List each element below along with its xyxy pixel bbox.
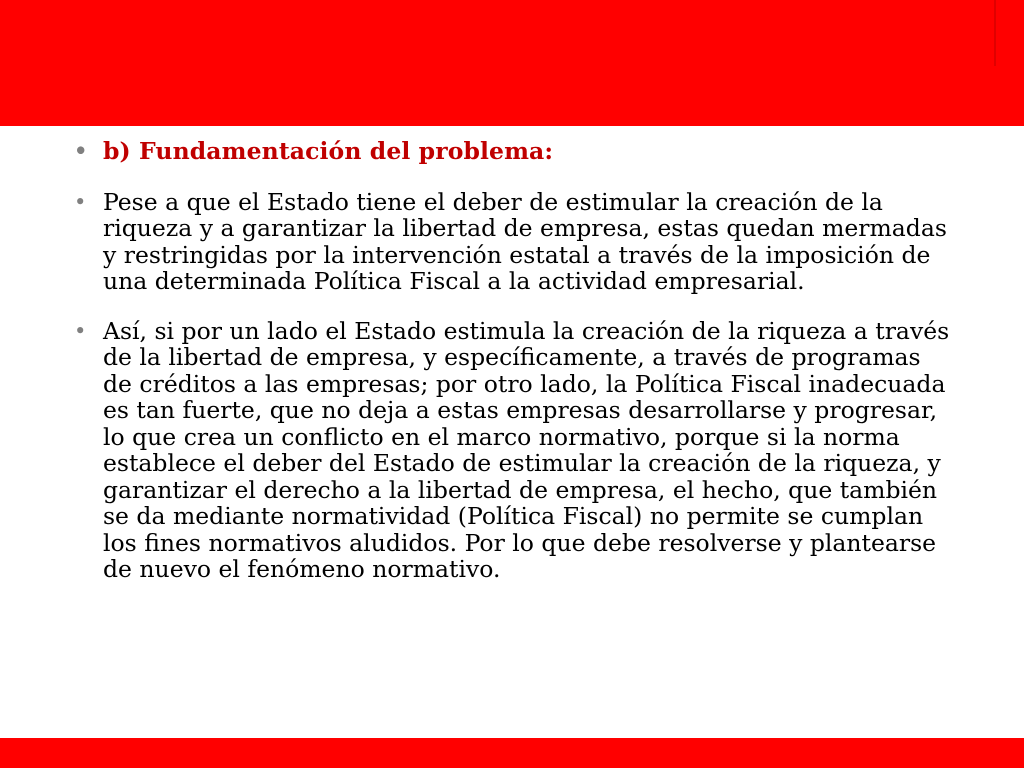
top-red-band [0, 0, 1024, 126]
bullet-icon: • [74, 138, 88, 163]
paragraph-item [74, 189, 954, 295]
decorative-line [994, 0, 996, 66]
slide-content [74, 138, 954, 583]
bottom-red-band [0, 738, 1024, 768]
paragraph-text: Así, si por un lado el Estado estimula la creación de la riqueza a través de la libertad de empresa, y específicamente, a través de programas de créditos a las empresas; por otro lado, la Política Fiscal inadecuada es tan fuerte, que no deja a estas empresas desarrollarse y progresar, lo que crea un conflicto en el marco normativo, porque si la norma establece el deber del Estado de estimular la creación de la riqueza, y garantizar el derecho a la libertad de empresa, el hecho, que también se da mediante normatividad (Política Fiscal) no permite se cumplan los fines normativos aludidos. Por lo que debe resolverse y plantearse de nuevo el fenómeno normativo. [103, 316, 950, 583]
slide-heading-item [74, 138, 954, 165]
slide-heading: b) Fundamentación del problema: [103, 137, 554, 165]
paragraph-text: Pese a que el Estado tiene el deber de estimular la creación de la riqueza y a garantizar la libertad de empresa, estas quedan mermadas y restringidas por la intervención estatal a través de la imposición de una determinada Política Fiscal a la actividad empresarial. [103, 187, 947, 295]
bullet-icon: • [74, 189, 87, 214]
paragraph-item [74, 318, 954, 583]
bullet-icon: • [74, 318, 87, 343]
